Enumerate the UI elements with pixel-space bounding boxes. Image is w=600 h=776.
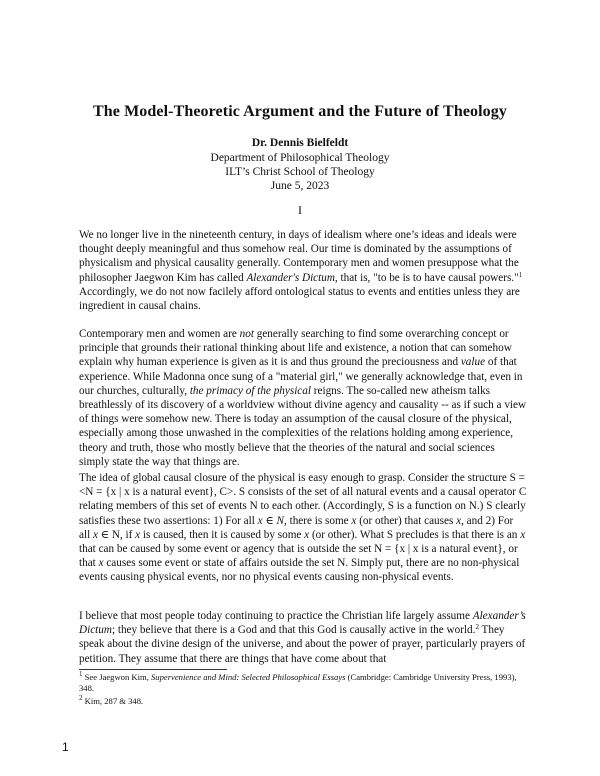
footnote-2 xyxy=(79,696,527,707)
author-school: ILT’s Christ School of Theology xyxy=(225,166,375,178)
text-run: I believe that most people today continuing to practice the Christian life largely assume xyxy=(79,610,473,622)
text-run: of that experience. While Madonna once sung of a "material girl," we generally acknowledge that, even in our churches, culturally, xyxy=(79,356,523,397)
math-variable: x xyxy=(304,528,310,541)
italic-term: Alexander’s Dictum xyxy=(79,610,526,637)
text-run: ; they believe that there is a God and that this God is causally active in the world. xyxy=(111,624,476,637)
footnote-ref-2[interactable]: 2 xyxy=(475,623,479,632)
math-variable: x xyxy=(257,514,263,527)
author-department: Department of Philosophical Theology xyxy=(210,152,390,164)
text-run: that can be caused by some event or agency that is outside the set N = {x | x is a natural event}, or that xyxy=(79,543,518,570)
text-run: , and 2) For all xyxy=(79,514,514,541)
text-run: The idea of global causal closure of the physical is easy enough to grasp. Consider the structure S = <N = {x | x is a natural event}, C>. S consists of the set of all natural events and a causal operator C relating members of this set of events N to each other. (Accordingly, S is a function on N.) S clearly satisfies these two assertions: 1) For all xyxy=(79,472,527,527)
math-variable: x xyxy=(135,528,141,541)
footnote-divider xyxy=(79,669,227,670)
math-variable: x xyxy=(98,557,104,570)
text-run: reigns. The so-called new atheism talks breathlessly of its discovery of a worldview without divine agency and causality -- as if such a view of things were somehow new. There is today an assumption of the causal closure of the physical, especially among those unwashed in the complexities of the relations holding among experience, theory and truth, those who mostly believe that the theories of the natural and social sciences simply state the way that things are. xyxy=(79,384,527,468)
text-run: Accordingly, we do not now facilely afford ontological status to events and entities unless they are ingredient in causal chains. xyxy=(79,285,520,313)
footnote-number: 2 xyxy=(79,694,83,702)
text-run: (or other) that causes xyxy=(356,514,457,527)
paper-date: June 5, 2023 xyxy=(270,180,330,192)
text-run: We no longer live in the nineteenth century, in days of idealism where one’s ideas and ideals were thought deeply meaningful and thus somehow real. Our time is dominated by the assumptions of physicalism and physical causality generally. Contemporary men and women presuppose what the philosopher Jaegwon Kim has called xyxy=(79,229,519,284)
text-run: (Cambridge: Cambridge University Press, 1993), 348. xyxy=(79,672,517,694)
text-run: ∈ xyxy=(262,514,277,527)
paragraph-3 xyxy=(79,471,527,585)
italic-term: Alexander's Dictum xyxy=(246,271,335,284)
text-run: causes some event or state of affairs outside the set N. Simply put, there are no non-physical events causing physical events, nor no physical events causing non-physical events. xyxy=(79,557,520,584)
math-variable: x xyxy=(520,528,526,541)
paragraph-2 xyxy=(79,327,527,469)
text-run: Contemporary men and women are xyxy=(79,328,240,340)
math-variable: x xyxy=(351,514,357,527)
footnote-number: 1 xyxy=(79,670,83,678)
math-variable: x xyxy=(456,514,462,527)
text-run: They speak about the divine design of the universe, and about the power of prayer, particularly prayers of petition. They assume that there are things that have come about that xyxy=(79,624,526,665)
paragraph-4 xyxy=(79,609,527,666)
paragraph-1 xyxy=(79,228,527,313)
paper-title: The Model-Theoretic Argument and the Future of Theology xyxy=(93,103,507,120)
text-run: See Jaegwon Kim, xyxy=(82,672,151,682)
page-number: 1 xyxy=(62,740,69,754)
text-run: , there is some xyxy=(284,514,352,527)
italic-term: not xyxy=(239,328,254,340)
author-name: Dr. Dennis Bielfeldt xyxy=(251,137,349,149)
text-run: is caused, then it is caused by some xyxy=(140,528,305,541)
text-run: generally searching to find some overarching concept or principle that grounds their rational thinking about life and existence, a notion that can somehow explain why human experience is given as it is and thus ground the preciousness and xyxy=(79,328,512,369)
footnote-1 xyxy=(79,672,527,694)
section-heading: I xyxy=(298,203,302,217)
math-variable: N xyxy=(276,514,284,527)
text-run: (or other). What S precludes is that there is an xyxy=(309,528,521,541)
italic-title: Supervenience and Mind: Selected Philosophical Essays xyxy=(151,672,346,682)
text-run: , that is, "to be is to have causal powers." xyxy=(334,271,519,284)
text-run: ∈ N, if xyxy=(97,528,136,541)
italic-term: the primacy of the physical xyxy=(189,384,311,397)
text-run: Kim, 287 & 348. xyxy=(82,696,144,706)
footnote-ref-1[interactable]: 1 xyxy=(518,270,523,279)
math-variable: x xyxy=(92,528,98,541)
italic-term: value xyxy=(460,356,486,369)
